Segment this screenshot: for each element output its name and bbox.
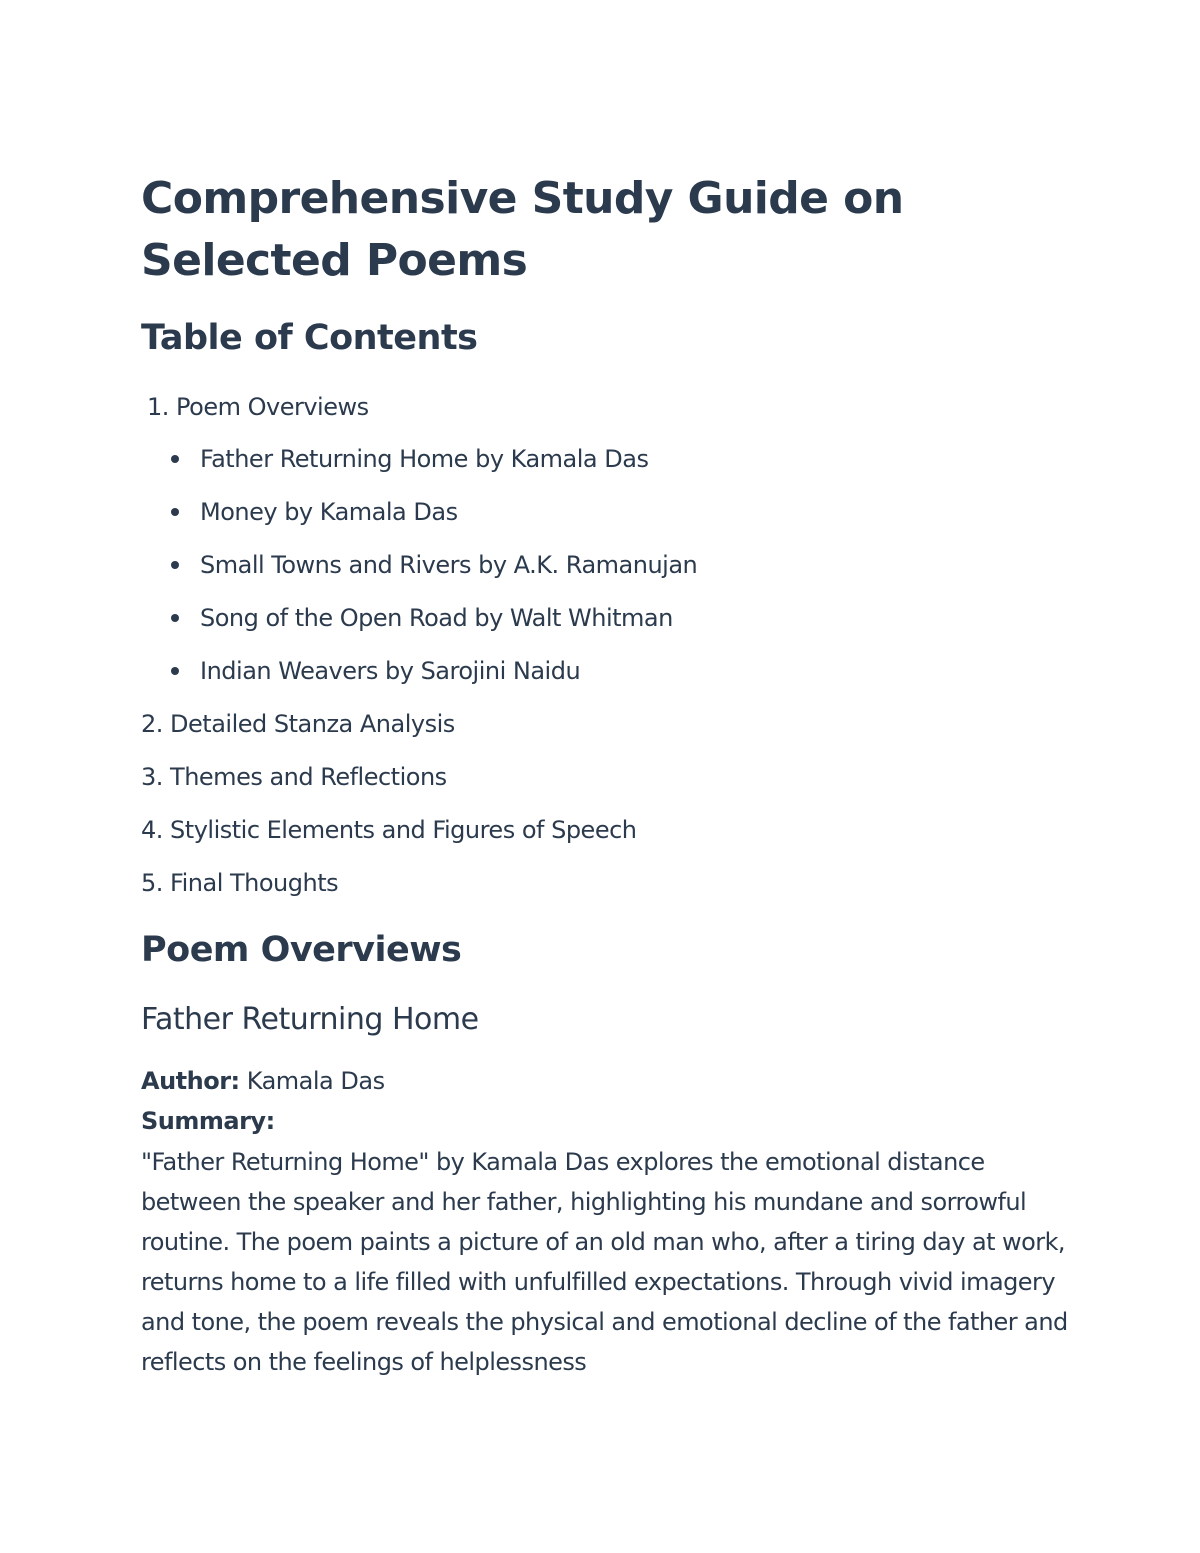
author-label: Author:	[141, 1067, 240, 1095]
author-value: Kamala Das	[246, 1067, 385, 1095]
summary-label-line	[141, 1105, 275, 1137]
toc-item-3	[141, 761, 447, 793]
toc-item-1	[147, 391, 369, 423]
bullet-icon	[171, 455, 179, 463]
toc-subitem: Father Returning Home by Kamala Das	[200, 445, 649, 473]
section-heading: Poem Overviews	[141, 930, 462, 970]
toc-item-number: 3.	[141, 763, 163, 791]
bullet-icon	[171, 667, 179, 675]
toc-subitem: Indian Weavers by Sarojini Naidu	[200, 657, 581, 685]
document-title: Comprehensive Study Guide on Selected Poems	[141, 173, 904, 286]
toc-item-number: 4.	[141, 816, 163, 844]
author-line	[141, 1065, 385, 1097]
summary-label: Summary:	[141, 1107, 275, 1135]
toc-item-label: Detailed Stanza Analysis	[170, 710, 455, 738]
toc-item-label: Stylistic Elements and Figures of Speech	[170, 816, 637, 844]
toc-subitem: Song of the Open Road by Walt Whitman	[200, 604, 673, 632]
toc-item-number: 1.	[147, 393, 169, 421]
toc-item-label: Poem Overviews	[176, 393, 369, 421]
bullet-icon	[171, 508, 179, 516]
toc-heading: Table of Contents	[141, 318, 478, 358]
toc-subitem: Small Towns and Rivers by A.K. Ramanujan	[200, 551, 698, 579]
bullet-icon	[171, 614, 179, 622]
toc-item-label: Final Thoughts	[170, 869, 339, 897]
toc-item-5	[141, 867, 338, 899]
bullet-icon	[171, 561, 179, 569]
toc-item-2	[141, 708, 455, 740]
poem-heading: Father Returning Home	[141, 1002, 479, 1037]
summary-paragraph: "Father Returning Home" by Kamala Das explores the emotional distance between the speaker and her father, highlighting his mundane and sorrowful routine. The poem paints a picture of an old man who, after a tiring day at work, returns home to a life filled with unfulfilled expectations. Through vivid imagery and tone, the poem reveals the physical and emotional decline of the father and reflects on the feelings of helplessness	[141, 1148, 1068, 1376]
toc-item-number: 2.	[141, 710, 163, 738]
toc-subitem: Money by Kamala Das	[200, 498, 458, 526]
toc-item-label: Themes and Reflections	[170, 763, 447, 791]
toc-item-number: 5.	[141, 869, 163, 897]
toc-item-4	[141, 814, 637, 846]
